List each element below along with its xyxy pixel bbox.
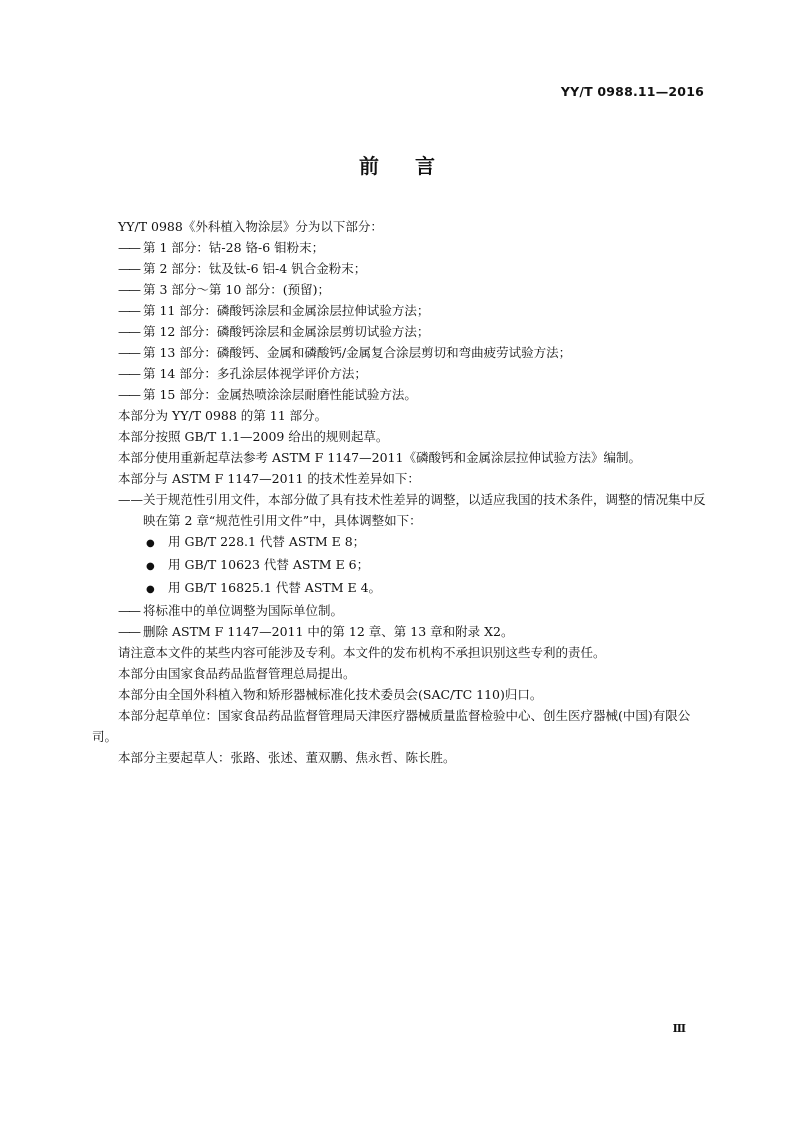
difference-item [92,621,708,642]
dash-mark: —— [118,624,139,639]
drafting-units-paragraph: 本部分起草单位：国家食品药品监督管理局天津医疗器械质量监督检验中心、创生医疗器械(中国)有限公司。 [92,708,691,744]
page-title: 前言 [359,154,471,178]
part-list-item [92,237,708,258]
bullet-item [92,531,708,554]
dash-mark: —— [118,345,139,360]
drafters-paragraph: 本部分主要起草人：张路、张述、董双鹏、焦永哲、陈长胜。 [118,750,456,765]
part-text: 第 1 部分：钴-28 铬-6 钼粉末； [143,240,325,255]
dash-mark: —— [118,387,139,402]
dash-mark: —— [118,366,139,381]
part-of-paragraph: 本部分为 YY/T 0988 的第 11 部分。 [118,408,328,423]
difference-item [92,489,708,531]
bullet-text: 用 GB/T 10623 代替 ASTM E 6； [168,557,370,572]
part-list-item [92,363,708,384]
dash-mark: —— [118,324,139,339]
page-number: Ⅲ [672,1022,686,1035]
part-text: 第 3 部分～第 10 部分：(预留)； [143,282,331,297]
part-text: 第 11 部分：磷酸钙涂层和金属涂层拉伸试验方法； [143,303,430,318]
part-list-item [92,258,708,279]
dash-mark: —— [118,492,143,507]
part-list-item [92,384,708,405]
dash-mark: —— [118,603,139,618]
difference-text: 删除 ASTM F 1147—2011 中的第 12 章、第 13 章和附录 X2。 [143,624,514,639]
dash-mark: —— [118,240,139,255]
rules-paragraph: 本部分按照 GB/T 1.1—2009 给出的规则起草。 [118,429,389,444]
part-text: 第 2 部分：钛及钛-6 铝-4 钒合金粉末； [143,261,367,276]
foreword-body [92,216,708,768]
difference-text: 将标准中的单位调整为国际单位制。 [143,603,344,618]
part-text: 第 12 部分：磷酸钙涂层和金属涂层剪切试验方法； [143,324,430,339]
part-list-item [92,321,708,342]
part-text: 第 15 部分：金属热喷涂涂层耐磨性能试验方法。 [143,387,417,402]
dash-mark: —— [118,282,139,297]
bullet-mark: ● [146,561,155,572]
bullet-item [92,554,708,577]
difference-text: 关于规范性引用文件，本部分做了具有技术性差异的调整，以适应我国的技术条件，调整的情况集中反映在第 2 章“规范性引用文件”中，具体调整如下： [143,492,706,528]
bullet-text: 用 GB/T 16825.1 代替 ASTM E 4。 [168,580,382,595]
difference-item [92,600,708,621]
bullet-item [92,577,708,600]
intro-paragraph: YY/T 0988《外科植入物涂层》分为以下部分： [118,219,383,234]
dash-mark: —— [118,303,139,318]
proposed-paragraph: 本部分由国家食品药品监督管理总局提出。 [118,666,356,681]
part-text: 第 14 部分：多孔涂层体视学评价方法； [143,366,367,381]
bullet-mark: ● [146,538,155,549]
part-list-item [92,342,708,363]
bullet-mark: ● [146,584,155,595]
patent-paragraph: 请注意本文件的某些内容可能涉及专利。本文件的发布机构不承担识别这些专利的责任。 [118,645,606,660]
part-list-item [92,300,708,321]
centralized-paragraph: 本部分由全国外科植入物和矫形器械标准化技术委员会(SAC/TC 110)归口。 [118,687,543,702]
part-text: 第 13 部分：磷酸钙、金属和磷酸钙/金属复合涂层剪切和弯曲疲劳试验方法； [143,345,572,360]
dash-mark: —— [118,261,139,276]
part-list-item [92,279,708,300]
redraft-paragraph: 本部分使用重新起草法参考 ASTM F 1147—2011《磷酸钙和金属涂层拉伸试验方法》编制。 [118,450,641,465]
bullet-text: 用 GB/T 228.1 代替 ASTM E 8； [168,534,366,549]
differences-paragraph: 本部分与 ASTM F 1147—2011 的技术性差异如下： [118,471,420,486]
standard-number: YY/T 0988.11—2016 [560,84,704,99]
